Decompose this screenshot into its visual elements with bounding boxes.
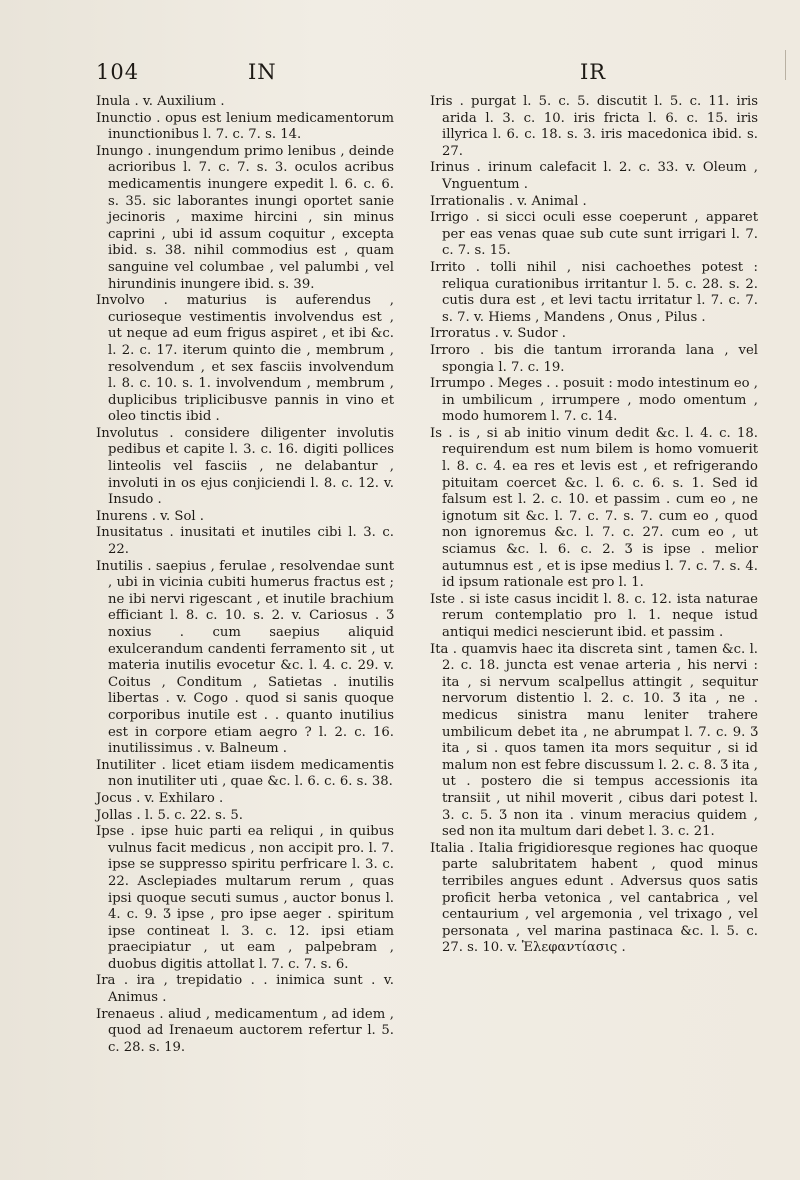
entry-ira: Ira . ira , trepidatio . . inimica sunt . v. Animus . bbox=[96, 973, 394, 1006]
entry-inusitatus: Inusitatus . inusitati et inutiles cibi l. 3. c. 22. bbox=[96, 525, 394, 558]
entry-inula: Inula . v. Auxilium . bbox=[96, 94, 225, 109]
entry-italia: Italia . Italia frigidioresque regiones hac quoque parte salubritatem habent , quod minus terribiles angues edunt . Adversus quos satis proficit herba vetonica , vel cantabrica , vel centaurium , vel argemonia , vel trixago , vel personata , vel marina pastinaca &c. l. 5. c. 27. s. 10. v. Ἐλεφαντίασις . bbox=[430, 840, 758, 956]
entry-involvo: Involvo . maturius is auferendus , curioseque vestimentis involvendus est , ut neque ad eum frigus aspiret , et ibi &c. l. 2. c. 17. iterum quinto die , membrum , resolvendum , et sex fasciis involvendum l. 8. c. 10. s. 1. involvendum , membrum , duplicibus triplicibusve pannis in vino et oleo tinctis ibid . bbox=[96, 293, 394, 425]
entry-irroro: Irroro . bis die tantum irroranda lana , vel spongia l. 7. c. 19. bbox=[430, 342, 758, 375]
entry-jollas: Jollas . l. 5. c. 22. s. 5. bbox=[96, 807, 243, 823]
page-edge-mark bbox=[785, 50, 794, 80]
entry-inunctio: Inunctio . opus est lenium medicamentorum inunctionibus l. 7. c. 7. s. 14. bbox=[96, 110, 394, 143]
entry-iris: Iris . purgat l. 5. c. 5. discutit l. 5. c. 11. iris arida l. 3. c. 10. iris fricta l. 6. c. 15. iris illyrica l. 6. c. 18. s. 3. iris macedonica ibid. s. 27. bbox=[430, 94, 758, 159]
entry-irrumpo: Irrumpo . Meges . . posuit : modo intestinum eo , in umbilicum , irrumpere , modo omentum , modo humorem l. 7. c. 14. bbox=[430, 376, 758, 425]
entry-irenaeus: Irenaeus . aliud , medicamentum , ad idem , quod ad Irenaeum auctorem refertur l. 5. c. 28. s. 19. bbox=[96, 1006, 394, 1055]
right-running-head: IR bbox=[580, 60, 607, 84]
entry-inutilis: Inutilis . saepius , ferulae , resolvendae sunt , ubi in vicinia cubiti humerus fractus est ; ne ibi nervi rigescant , et inutile brachium efficiant l. 8. c. 10. s. 2. v. Cariosus . Ʒ noxius . cum saepius aliquid exulcerandum candenti ferramento sit , ut materia inutilis evocetur &c. l. 4. c. 29. v. Coitus , Conditum , Satietas . inutilis libertas . v. Cogo . quod si sanis quoque corporibus inutile est . . quanto inutilius est in corpore etiam aegro ? l. 2. c. 16. inutilissimus . v. Balneum . bbox=[96, 558, 394, 757]
entry-inurens: Inurens . v. Sol . bbox=[96, 508, 204, 524]
right-column bbox=[430, 94, 758, 957]
entry-irrito: Irrito . tolli nihil , nisi cachoethes potest : reliqua curationibus irritantur l. 5. c. 28. s. 2. cutis dura est , et levi tactu irritatur l. 7. c. 7. s. 7. v. Hiems , Mandens , Onus , Pilus . bbox=[430, 259, 758, 325]
entry-involutus: Involutus . considere diligenter involutis pedibus et capite l. 3. c. 16. digiti pollices linteolis vel fasciis , ne delabantur , involuti in os ejus conjiciendi l. 8. c. 12. v. Insudo . bbox=[96, 425, 394, 508]
entry-irrigo: Irrigo . si sicci oculi esse coeperunt , apparet per eas venas quae sub cute sunt irrigari l. 7. c. 7. s. 15. bbox=[430, 210, 758, 259]
page-number: 104 bbox=[96, 60, 140, 84]
left-running-head: IN bbox=[248, 60, 277, 84]
entry-ipse: Ipse . ipse huic parti ea reliqui , in quibus vulnus facit medicus , non accipit pro. l. 7. ipse se suppresso spiritu perfricare l. 3. c. 22. Asclepiades multarum rerum , quas ipsi quoque secuti sumus , auctor bonus l. 4. c. 9. Ʒ ipse , pro ipse aeger . spiritum ipse contineat l. 3. c. 12. ipsi etiam praecipiatur , ut eam , palpebram , duobus digitis attollat l. 7. c. 7. s. 6. bbox=[96, 824, 394, 972]
entry-irrationalis: Irrationalis . v. Animal . bbox=[430, 193, 587, 209]
page-header bbox=[96, 60, 756, 90]
entry-irroratus: Irroratus . v. Sudor . bbox=[430, 326, 566, 342]
entry-jocus: Jocus . v. Exhilaro . bbox=[96, 790, 224, 806]
entry-iste: Iste . si iste casus incidit l. 8. c. 12. ista naturae rerum contemplatio pro l. 1. neque istud antiqui medici nescierunt ibid. et passim . bbox=[430, 591, 758, 640]
entry-inutiliter: Inutiliter . licet etiam iisdem medicamentis non inutiliter uti , quae &c. l. 6. c. 6. s. 38. bbox=[96, 757, 394, 790]
entry-irinus: Irinus . irinum calefacit l. 2. c. 33. v. Oleum , Vnguentum . bbox=[430, 160, 758, 192]
entry-inungo: Inungo . inungendum primo lenibus , deinde acrioribus l. 7. c. 7. s. 3. oculos acribus medicamentis inungere expedit l. 6. c. 6. s. 35. sic laborantes inungi oportet sanie jecinoris , maxime hircini , sin minus caprini , ubi id assum coquitur , excepta ibid. s. 38. nihil commodius est , quam sanguine vel columbae , vel palumbi , vel hirundinis inungere ibid. s. 39. bbox=[96, 143, 394, 292]
left-column bbox=[96, 94, 394, 1056]
entry-is: Is . is , si ab initio vinum dedit &c. l. 4. c. 18. requirendum est num bilem is homo vomuerit l. 8. c. 4. ea res et levis est , et refrigerando pituitam coercet &c. l. 6. c. 6. s. 1. Sed id falsum est l. 2. c. 10. et passim . cum eo , ne ignotum sit &c. l. 7. c. 7. s. 7. cum eo , quod non ignoremus &c. l. 7. c. 27. cum eo , ut sciamus &c. l. 6. c. 2. Ʒ is ipse . melior autumnus est , et is ipse medius l. 7. c. 7. s. 4. id ipsum rationale est pro l. 1. bbox=[430, 425, 758, 591]
entry-ita: Ita . quamvis haec ita discreta sint , tamen &c. l. 2. c. 18. juncta est venae arteria , his nervi : ita , si nervum scalpellus attingit , sequitur nervorum distentio l. 2. c. 10. Ʒ ita , ne . medicus sinistra manu leniter trahere umbilicum debet ita , ne abrumpat l. 7. c. 9. Ʒ ita , si . quos tamen ita mors sequitur , si id malum non est febre discussum l. 2. c. 8. Ʒ ita , ut . postero die si tempus accessionis ita transiit , ut nihil moverit , cibus dari potest l. 3. c. 5. Ʒ non ita . vinum meracius quidem , sed non ita multum dari debet l. 3. c. 21. bbox=[430, 641, 758, 840]
